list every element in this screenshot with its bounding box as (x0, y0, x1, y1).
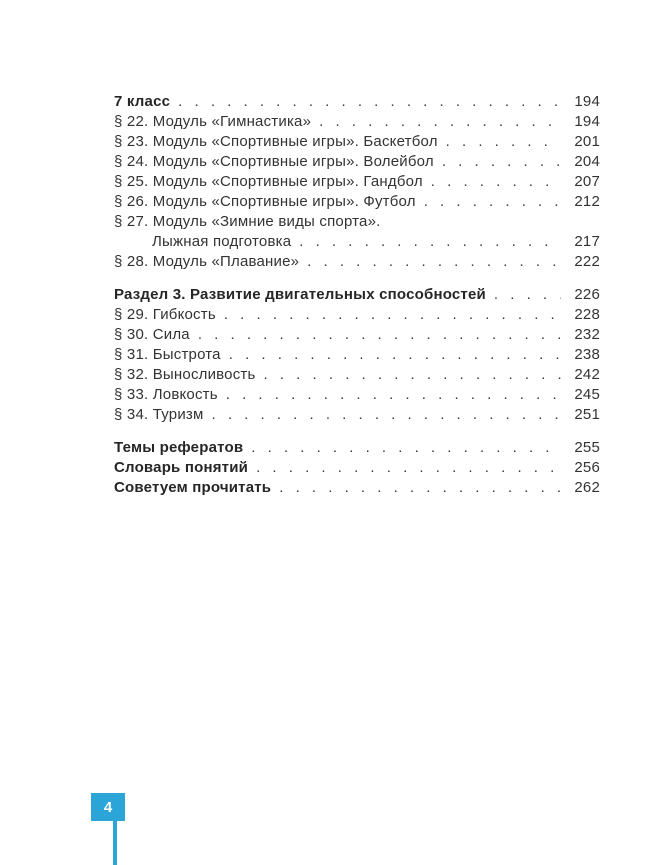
toc-entry (114, 172, 600, 192)
dot-leader (424, 192, 561, 212)
dot-leader (299, 232, 561, 252)
toc-entry-page: 201 (574, 133, 600, 150)
toc-entry-page: 262 (574, 479, 600, 496)
dot-leader (264, 365, 561, 385)
toc-entry-label: § 33. Ловкость (114, 386, 218, 403)
table-of-contents (114, 92, 600, 498)
toc-entry (114, 152, 600, 172)
toc-entry (114, 438, 600, 458)
toc-entry (114, 112, 600, 132)
toc-entry (114, 92, 600, 112)
dot-leader (198, 325, 561, 345)
toc-entry-page: 212 (574, 193, 600, 210)
page-number-badge (91, 793, 125, 821)
toc-entry-label: § 30. Сила (114, 326, 190, 343)
dot-leader (442, 152, 561, 172)
toc-entry-page: 194 (574, 93, 600, 110)
toc-entry (114, 458, 600, 478)
dot-leader (446, 132, 561, 152)
toc-group-spacer (114, 272, 600, 285)
dot-leader (178, 92, 561, 112)
toc-entry-page: 245 (574, 386, 600, 403)
dot-leader (224, 305, 561, 325)
toc-entry-page: 226 (574, 286, 600, 303)
footer-accent-rule (113, 821, 117, 865)
toc-entry-page: 256 (574, 459, 600, 476)
toc-entry-label: § 22. Модуль «Гимнастика» (114, 113, 312, 130)
toc-entry-label: § 31. Быстрота (114, 346, 221, 363)
toc-entry-label: § 32. Выносливость (114, 366, 256, 383)
toc-entry (114, 478, 600, 498)
toc-entry-page: 194 (574, 113, 600, 130)
toc-entry (114, 305, 600, 325)
toc-entry-label: Словарь понятий (114, 459, 249, 476)
dot-leader (256, 458, 561, 478)
dot-leader (251, 438, 561, 458)
toc-entry (114, 365, 600, 385)
toc-entry-label: Советуем прочитать (114, 479, 272, 496)
dot-leader (494, 285, 561, 305)
toc-entry-page: 232 (574, 326, 600, 343)
toc-entry-page: 255 (574, 439, 600, 456)
toc-entry (114, 132, 600, 152)
toc-entry-page: 207 (574, 173, 600, 190)
toc-entry (114, 345, 600, 365)
toc-entry (114, 252, 600, 272)
toc-entry-label: § 27. Модуль «Зимние виды спорта». (114, 213, 381, 230)
dot-leader (229, 345, 561, 365)
toc-entry-label: § 26. Модуль «Спортивные игры». Футбол (114, 193, 416, 210)
toc-entry (114, 385, 600, 405)
dot-leader (279, 478, 561, 498)
toc-entry-label: Раздел 3. Развитие двигательных способностей (114, 286, 486, 303)
toc-entry-page: 242 (574, 366, 600, 383)
toc-entry-label: Лыжная подготовка (152, 233, 292, 250)
dot-leader (431, 172, 561, 192)
toc-entry-page: 228 (574, 306, 600, 323)
dot-leader (212, 405, 562, 425)
toc-entry (114, 405, 600, 425)
toc-entry-page: 222 (574, 253, 600, 270)
toc-entry-page: 217 (574, 233, 600, 250)
toc-entry (114, 285, 600, 305)
dot-leader (319, 112, 561, 132)
dot-leader (226, 385, 561, 405)
toc-entry (114, 325, 600, 345)
toc-entry-label: 7 класс (114, 93, 171, 110)
toc-entry-page: 204 (574, 153, 600, 170)
toc-entry-page: 251 (574, 406, 600, 423)
toc-group-spacer (114, 425, 600, 438)
toc-entry-label: § 28. Модуль «Плавание» (114, 253, 300, 270)
dot-leader (307, 252, 561, 272)
page-number: 4 (103, 798, 113, 816)
toc-entry (114, 212, 600, 232)
toc-entry (114, 192, 600, 212)
toc-entry-label: Темы рефератов (114, 439, 244, 456)
toc-entry-label: § 24. Модуль «Спортивные игры». Волейбол (114, 153, 434, 170)
toc-entry-label: § 23. Модуль «Спортивные игры». Баскетбол (114, 133, 438, 150)
toc-entry-page: 238 (574, 346, 600, 363)
toc-entry-label: § 25. Модуль «Спортивные игры». Гандбол (114, 173, 423, 190)
toc-entry-label: § 34. Туризм (114, 406, 204, 423)
toc-entry (114, 232, 600, 252)
toc-entry-label: § 29. Гибкость (114, 306, 216, 323)
